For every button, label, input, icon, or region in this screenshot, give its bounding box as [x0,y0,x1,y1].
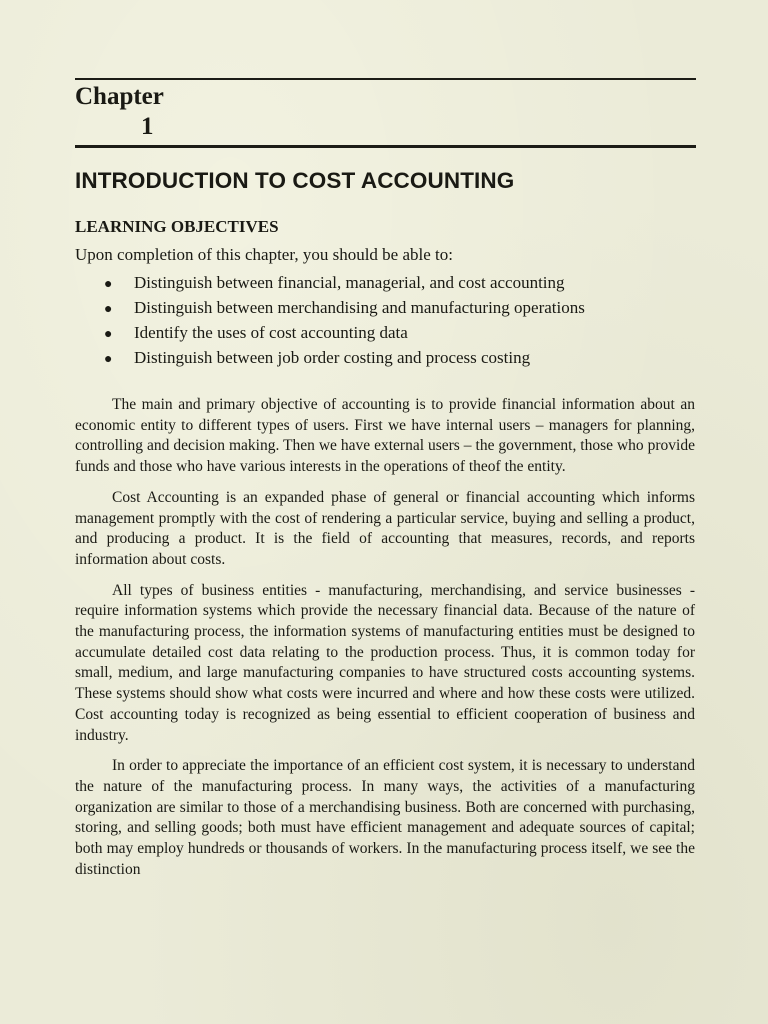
paragraph: In order to appreciate the importance of an efficient cost system, it is necessary to understand the nature of the manufacturing process. In many ways, the activities of a manufacturing organization are similar to those of a merchandising business. Both are concerned with purchasing, storing, and selling goods; both must have efficient management and adequate sources of capital; both may employ hundreds or thousands of workers. In the manufacturing process itself, we see the distinction [75,757,695,878]
paragraph: All types of business entities - manufacturing, merchandising, and service businesses - require information systems which provide the necessary financial data. Because of the nature of the manufacturing process, the information systems of manufacturing entities must be designed to accumulate detailed cost data relating to the production process. Thus, it is common today for small, medium, and large manufacturing companies to have structured costs accounting systems. These systems should show what costs were incurred and where and how these costs were utilized. Cost accounting today is recognized as being essential to efficient cooperation of business and industry. [75,581,695,744]
paragraph: Cost Accounting is an expanded phase of general or financial accounting which informs management promptly with the cost of rendering a particular service, buying and selling a product, and producing a product. It is the field of accounting that measures, records, and reports information about costs. [75,488,695,568]
objective-item [104,270,585,295]
paragraph: The main and primary objective of accounting is to provide financial information about an economic entity to different types of users. First we have internal users – managers for planning, controlling and decision making. Then we have external users – the government, those who provide funds and those who have various interests in the operations of theof the entity. [75,396,695,476]
bullet-icon: ● [104,352,113,367]
chapter-title: INTRODUCTION TO COST ACCOUNTING [75,168,515,193]
objectives-intro: Upon completion of this chapter, you should be able to: [75,245,453,264]
objective-item [104,295,585,320]
chapter-number: 1 [141,113,154,140]
bottom-divider [75,145,696,148]
objective-item [104,345,585,370]
objectives-list [104,270,585,370]
bullet-icon: ● [104,277,113,292]
bullet-icon: ● [104,327,113,342]
bullet-icon: ● [104,302,113,317]
objective-text: Identify the uses of cost accounting data [134,323,408,342]
objective-text: Distinguish between financial, managerial, and cost accounting [134,273,565,292]
objective-item [104,320,585,345]
top-divider [75,78,696,80]
body-text [75,395,695,890]
objectives-heading: LEARNING OBJECTIVES [75,217,279,236]
objective-text: Distinguish between job order costing and process costing [134,348,531,367]
chapter-label: Chapter [75,83,164,110]
objective-text: Distinguish between merchandising and manufacturing operations [134,298,585,317]
